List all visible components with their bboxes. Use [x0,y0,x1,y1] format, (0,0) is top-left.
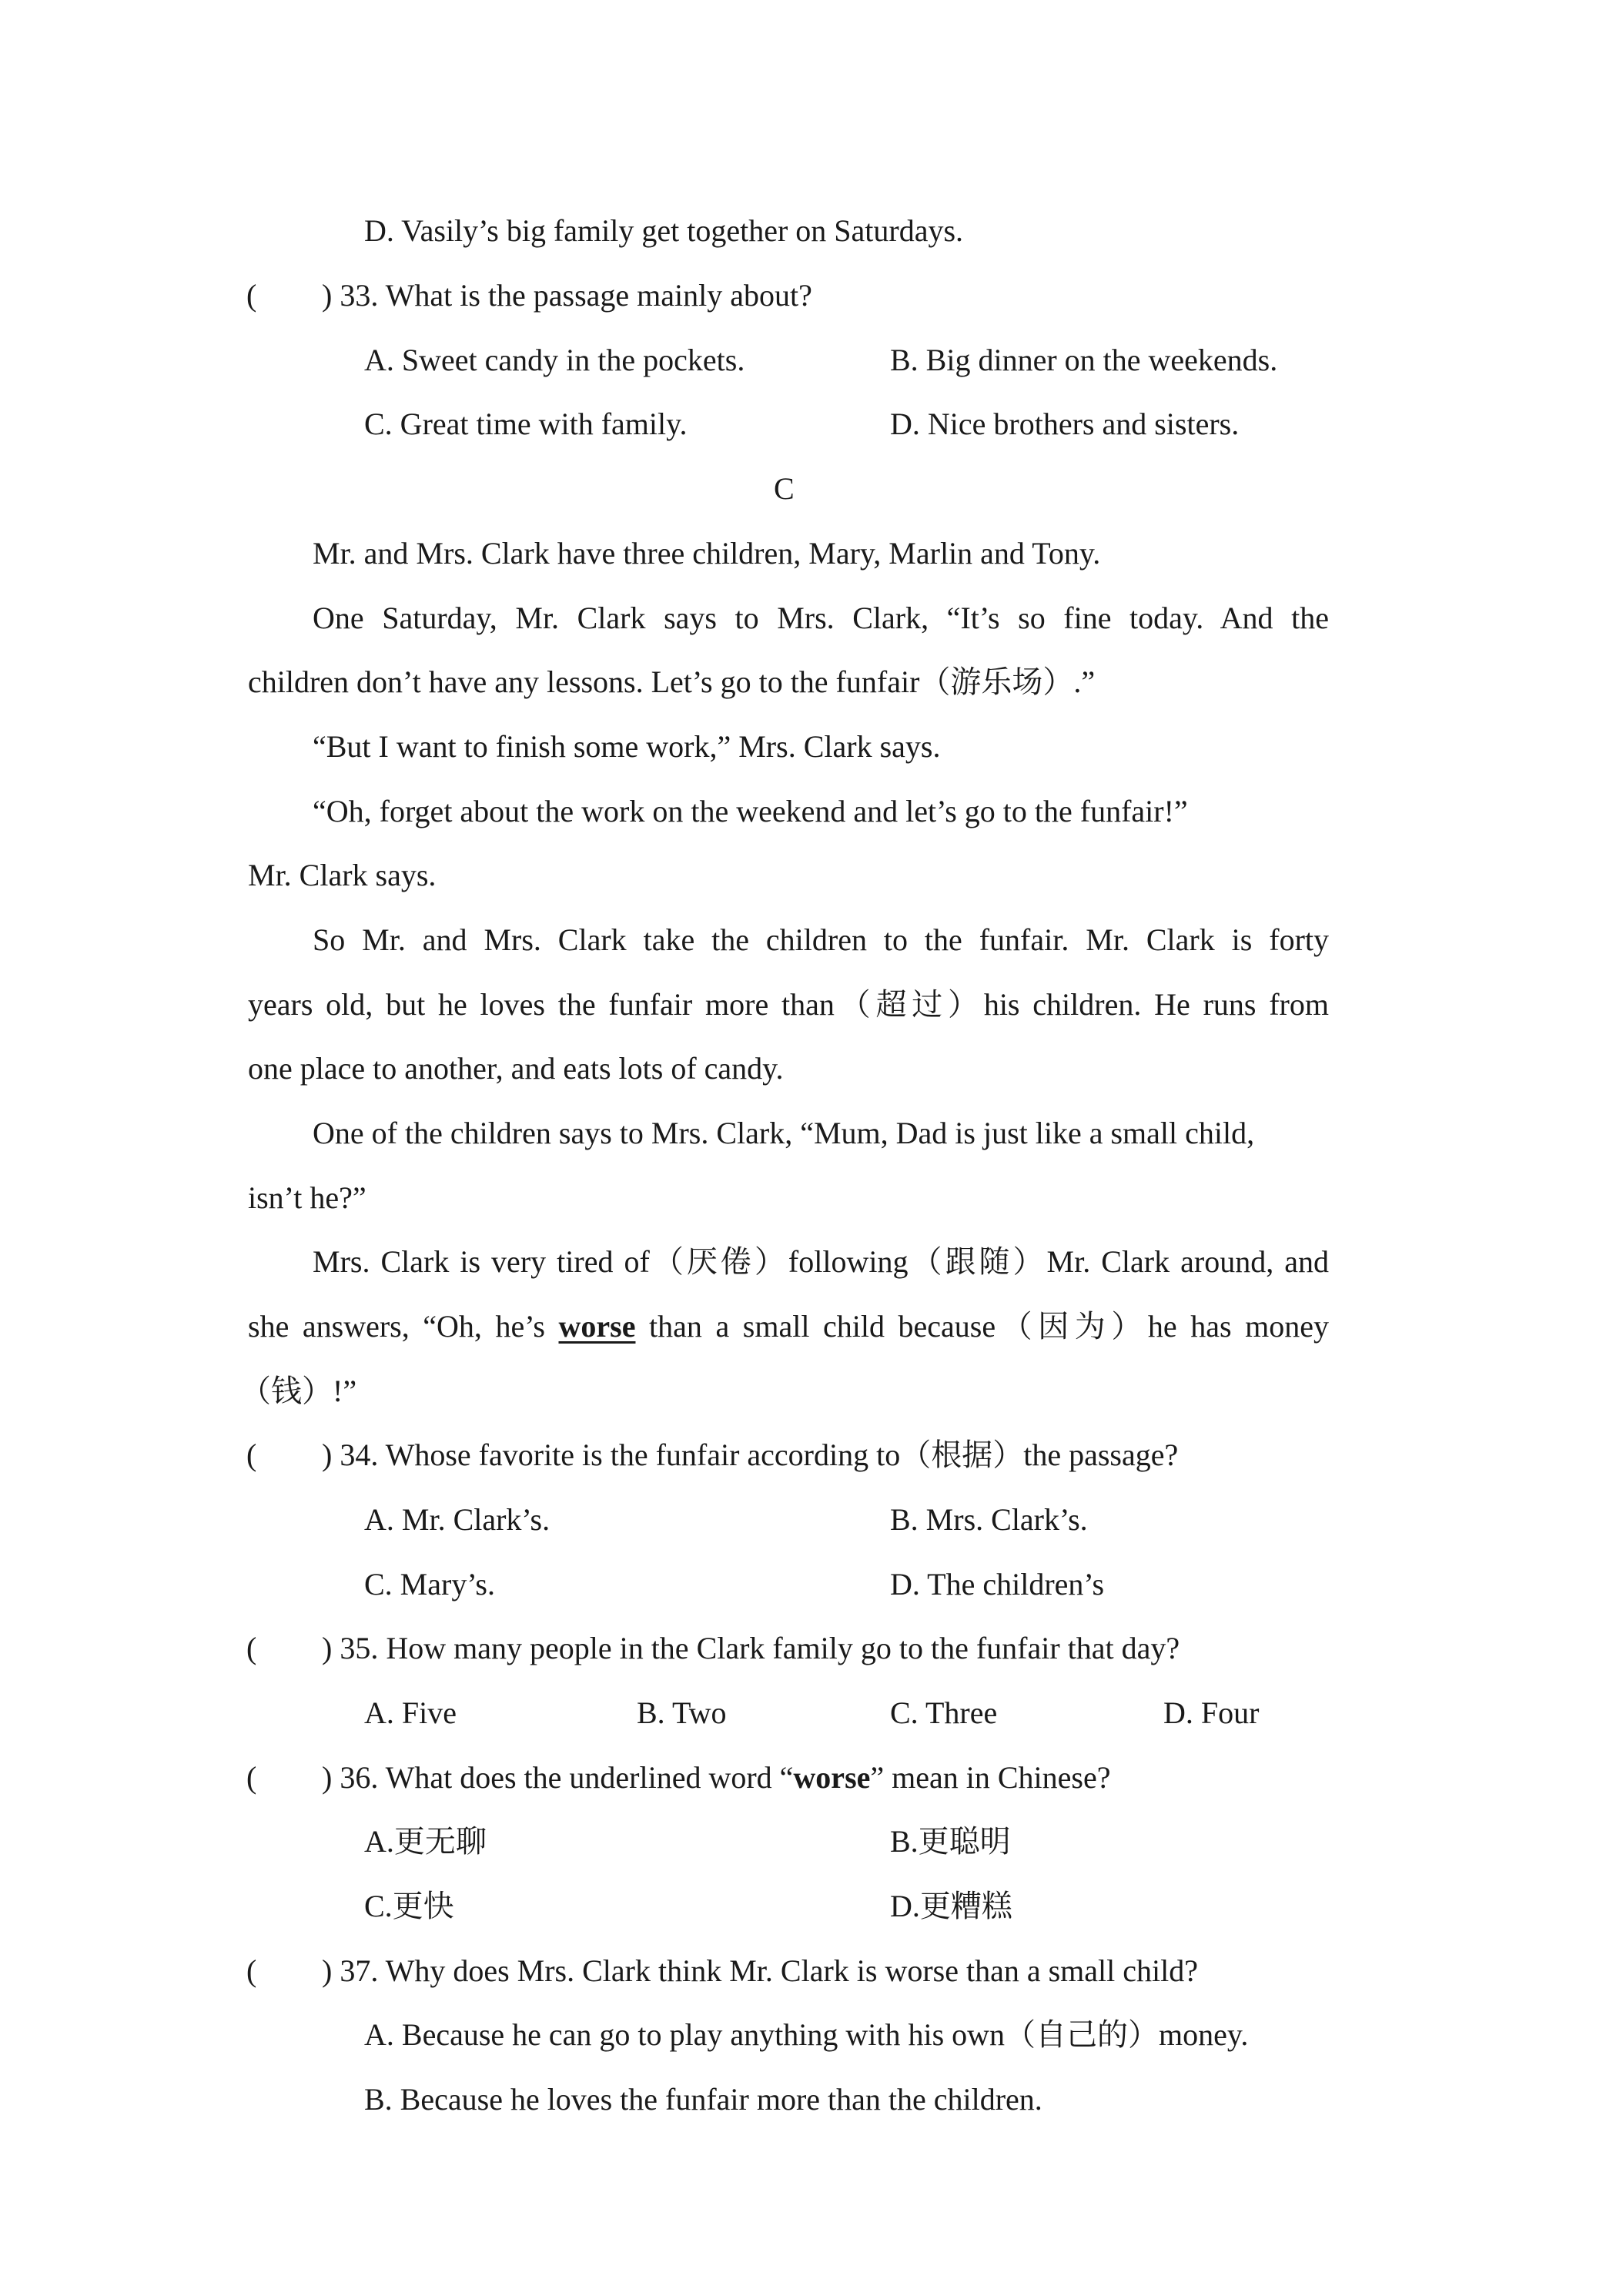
option-c: C. Great time with family. [364,407,688,441]
option-a: A. Mr. Clark’s. [364,1502,550,1537]
option-a: A. Because he can go to play anything with his own（自己的）money. [364,2017,1249,2052]
section-title: C [774,471,795,506]
option-d: D.更糟糕 [890,1889,1012,1923]
passage-line: children don’t have any lessons. Let’s go to the funfair（游乐场）.” [248,664,1096,699]
passage-line: isn’t he?” [248,1180,366,1215]
question-text: ) 37. Why does Mrs. Clark think Mr. Clark is worse than a small child? [322,1953,1198,1988]
option-b: B. Two [637,1695,727,1730]
question-text: ) 34. Whose favorite is the funfair according to（根据）the passage? [322,1438,1179,1472]
answer-bracket[interactable]: ( [246,278,257,313]
passage-paragraph: Mr. and Mrs. Clark have three children, Mary, Marlin and Tony. [313,536,1101,571]
option-b: B. Mrs. Clark’s. [890,1502,1088,1537]
question-text-part: ) 36. What does the underlined word “ [322,1760,794,1795]
question-text [322,1762,1111,1793]
passage-line: years old, but he loves the funfair more than（超过）his children. He runs from [248,987,1329,1022]
underlined-word: worse [558,1309,636,1344]
passage-text: she answers, “Oh, he’s [248,1309,559,1344]
answer-bracket[interactable]: ( [246,1631,257,1665]
passage-line: “Oh, forget about the work on the weekend and let’s go to the funfair!” [313,794,1188,828]
option-c: C.更快 [364,1889,454,1923]
passage-line: Mr. Clark says. [248,858,437,892]
option-a: A. Sweet candy in the pockets. [364,343,745,377]
option-c: C. Three [890,1695,998,1730]
option-b: B. Big dinner on the weekends. [890,343,1278,377]
answer-bracket[interactable]: ( [246,1760,257,1795]
passage-line: one place to another, and eats lots of candy. [248,1051,784,1086]
passage-line-with-underlined-word [248,1311,1329,1342]
question-text-part: ” mean in Chinese? [870,1760,1111,1795]
option-b: B.更聪明 [890,1824,1011,1859]
option-b: B. Because he loves the funfair more than the children. [364,2082,1042,2117]
option-a: A.更无聊 [364,1824,487,1859]
option-d: D. The children’s [890,1567,1105,1602]
question-text: ) 33. What is the passage mainly about? [322,278,812,313]
bold-word: worse [793,1760,871,1795]
option-d: D. Four [1163,1695,1260,1730]
passage-line: One Saturday, Mr. Clark says to Mrs. Clark, “It’s so fine today. And the [313,601,1329,635]
passage-line: One of the children says to Mrs. Clark, “Mum, Dad is just like a small child, [313,1116,1255,1150]
option-c: C. Mary’s. [364,1567,495,1602]
option-d: D. Nice brothers and sisters. [890,407,1240,441]
option-a: A. Five [364,1695,457,1730]
option-d-previous: D. Vasily’s big family get together on Saturdays. [364,213,964,248]
passage-line: So Mr. and Mrs. Clark take the children to the funfair. Mr. Clark is forty [313,922,1329,957]
answer-bracket[interactable]: ( [246,1438,257,1472]
question-text: ) 35. How many people in the Clark family go to the funfair that day? [322,1631,1180,1665]
passage-paragraph: “But I want to finish some work,” Mrs. Clark says. [313,729,941,764]
answer-bracket[interactable]: ( [246,1953,257,1988]
passage-line: Mrs. Clark is very tired of（厌倦）following（跟随）Mr. Clark around, and [313,1244,1329,1279]
passage-line: （钱）!” [240,1374,357,1408]
passage-text: than a small child because（因为）he has money [635,1309,1329,1344]
